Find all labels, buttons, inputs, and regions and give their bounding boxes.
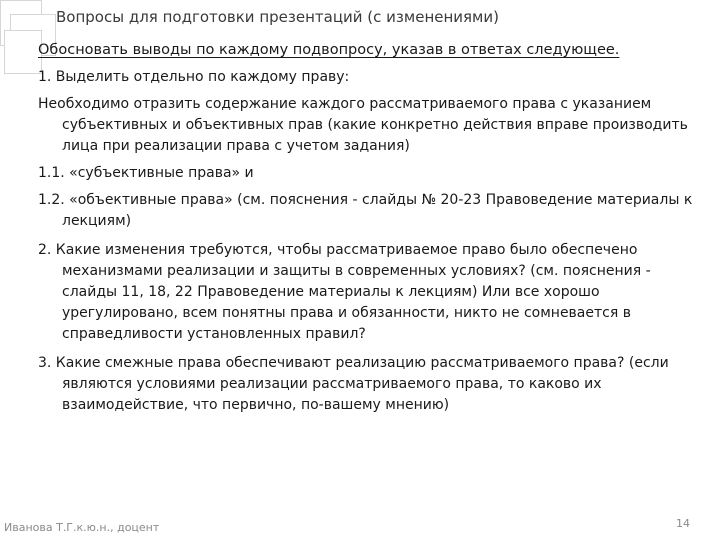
slide-content xyxy=(38,40,706,416)
intro-text: Обосновать выводы по каждому подвопросу, указав в ответах следующее. xyxy=(38,42,620,58)
list-item: Необходимо отразить содержание каждого рассматриваемого права с указанием субъективных и объективных прав (какие конкретно действия вправе производить лица при реализации права с учетом задания) xyxy=(38,96,688,154)
decorative-square xyxy=(4,30,42,74)
list-item: 1.1. «субъективные права» и xyxy=(38,165,254,181)
slide-title: Вопросы для подготовки презентаций (с изменениями) xyxy=(56,8,499,26)
footer-author: Иванова Т.Г.к.ю.н., доцент xyxy=(4,521,160,534)
list-item: 1. Выделить отдельно по каждому праву: xyxy=(38,69,350,85)
list-item: 1.2. «объективные права» (см. пояснения - слайды № 20-23 Правоведение материалы к лекциям) xyxy=(38,192,693,229)
page-number: 14 xyxy=(676,517,690,530)
list-item: 2. Какие изменения требуются, чтобы рассматриваемое право было обеспечено механизмами реализации и защиты в современных условиях? (см. пояснения - слайды 11, 18, 22 Правоведение материалы к лекциям) Или все хорошо урегулировано, всем понятны права и обязанности, никто не сомневается в справедливости установленных правил? xyxy=(38,242,651,342)
list-item: 3. Какие смежные права обеспечивают реализацию рассматриваемого права? (если являются условиями реализации рассматриваемого права, то каково их взаимодействие, что первично, по-вашему мнению) xyxy=(38,355,669,413)
